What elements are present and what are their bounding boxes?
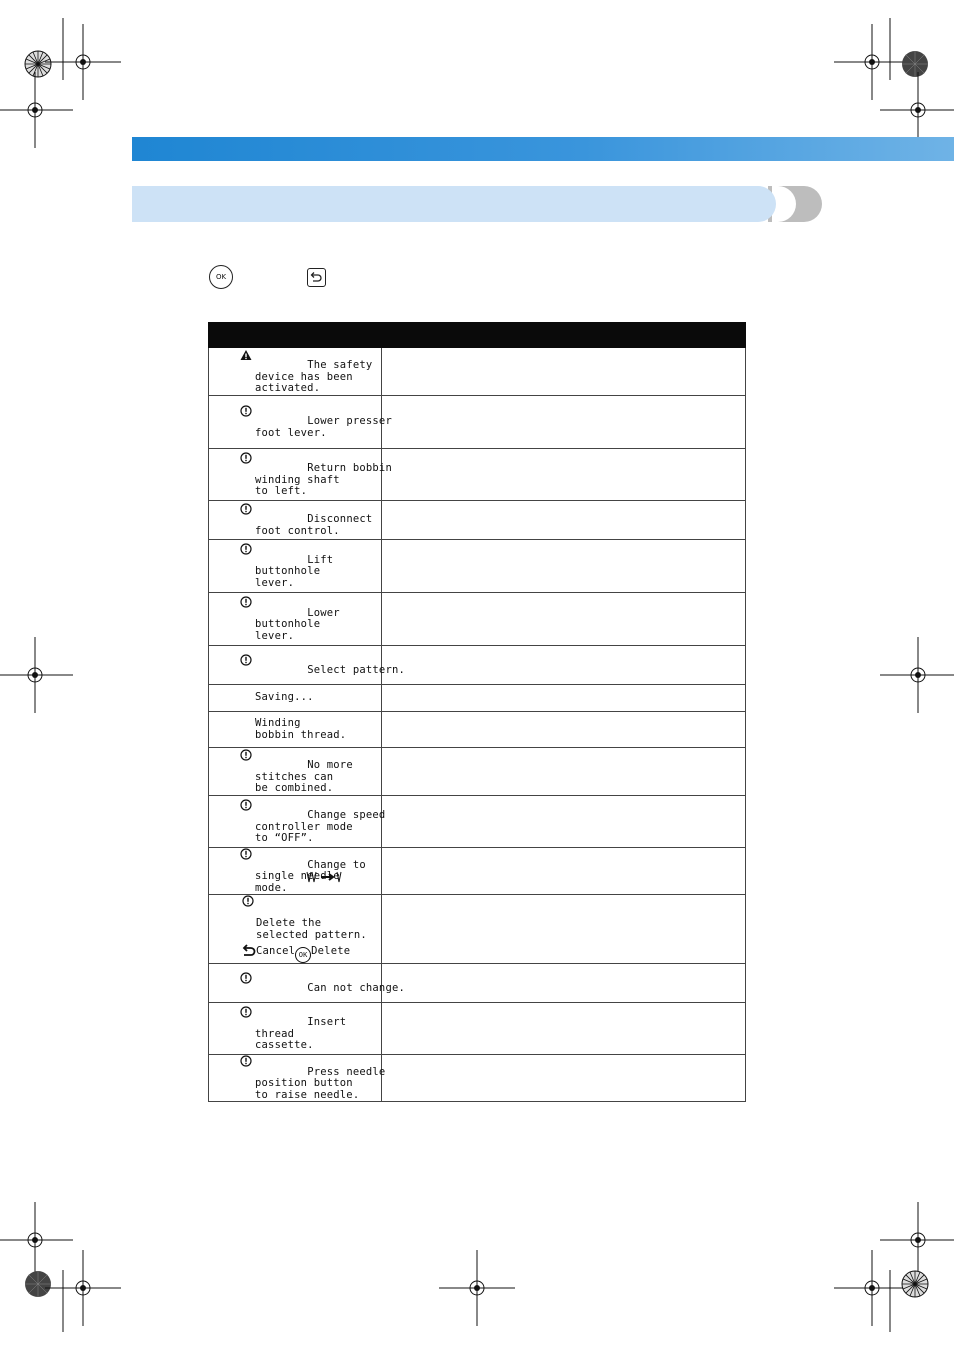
table-row: Disconnect foot control. (209, 501, 746, 540)
description-cell (382, 964, 746, 1003)
table-row: Insert thread cassette. (209, 1003, 746, 1055)
lcd-message: The safety device has been activated. (209, 349, 381, 395)
table-row: Press needle position button to raise needle. (209, 1055, 746, 1102)
description-cell (382, 895, 746, 964)
description-cell (382, 396, 746, 449)
info-icon (240, 503, 252, 515)
table-row: Can not change. (209, 964, 746, 1003)
table-row: Change to single needle mode. (209, 848, 746, 895)
description-cell (382, 646, 746, 685)
description-cell (382, 748, 746, 796)
back-button-icon (307, 268, 326, 287)
info-icon (240, 1006, 252, 1018)
table-header-message (209, 323, 382, 348)
info-icon (240, 596, 252, 608)
table-row: Winding bobbin thread. (209, 712, 746, 748)
info-icon (240, 654, 252, 666)
warning-icon (240, 349, 252, 361)
description-cell (382, 1055, 746, 1102)
error-message-table (208, 322, 746, 1102)
table-header-description (382, 323, 746, 348)
info-icon (240, 405, 252, 417)
info-icon (240, 799, 252, 811)
description-cell (382, 593, 746, 646)
description-cell (382, 712, 746, 748)
info-icon (240, 543, 252, 555)
info-icon (240, 1055, 252, 1067)
header-band (132, 137, 954, 161)
description-cell (382, 1003, 746, 1055)
info-icon (242, 895, 254, 907)
table-row: Lower buttonhole lever. (209, 593, 746, 646)
description-cell (382, 796, 746, 848)
description-cell (382, 501, 746, 540)
table-row: Saving... (209, 685, 746, 712)
info-icon (240, 848, 252, 860)
table-row: Return bobbin winding shaft to left. (209, 449, 746, 501)
description-cell (382, 449, 746, 501)
twin-to-single-needle-icon (305, 871, 351, 883)
table-row: Lift buttonhole lever. (209, 540, 746, 593)
info-icon (240, 452, 252, 464)
description-cell (382, 848, 746, 895)
table-row: No more stitches can be combined. (209, 748, 746, 796)
description-cell (382, 348, 746, 396)
info-icon (240, 972, 252, 984)
section-band (132, 186, 822, 222)
info-icon (240, 749, 252, 761)
table-row: Delete the selected pattern. Cancel OK Delete (209, 895, 746, 964)
description-cell (382, 540, 746, 593)
ok-button-icon: OK (209, 265, 233, 289)
table-row (209, 348, 746, 396)
table-row: Change speed controller mode to “OFF”. (209, 796, 746, 848)
table-row: Lower presser foot lever. (209, 396, 746, 449)
table-header-row (209, 323, 746, 348)
table-row: Select pattern. (209, 646, 746, 685)
ok-circle-icon: OK (295, 947, 311, 963)
description-cell (382, 685, 746, 712)
undo-arrow-icon (242, 944, 256, 956)
